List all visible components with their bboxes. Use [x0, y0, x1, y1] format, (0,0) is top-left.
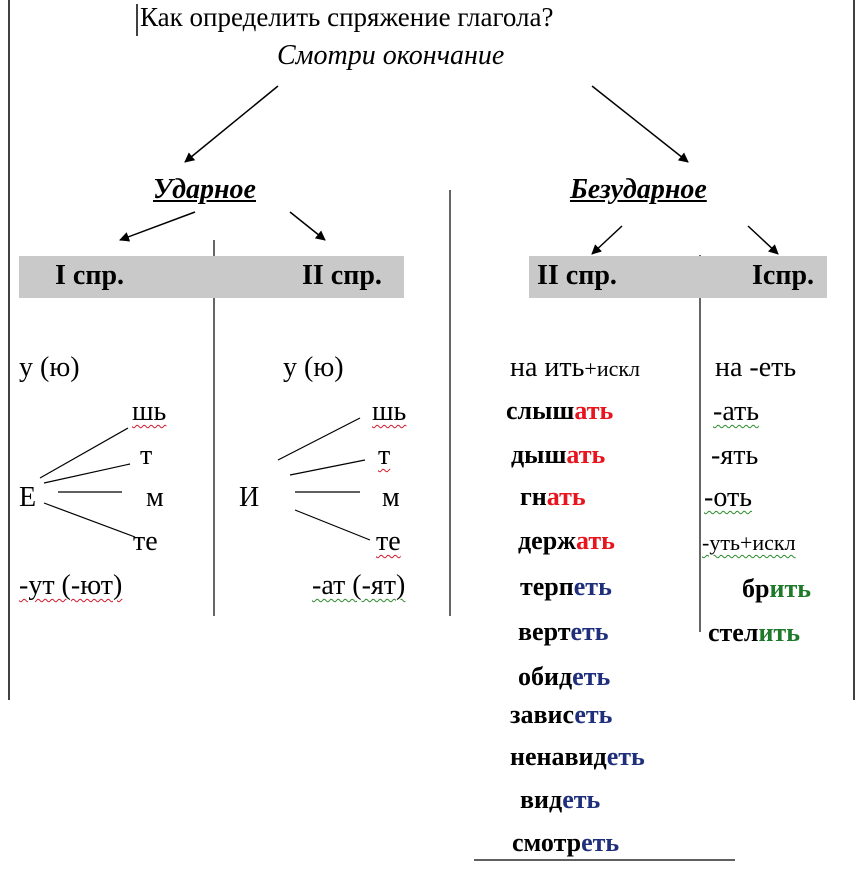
unstressed-ii-word-7	[518, 662, 610, 692]
word-ending: еть	[562, 785, 601, 814]
stressed-ii-letter: И	[239, 482, 260, 513]
stressed-i-ending-4: те	[133, 526, 158, 557]
stressed-ii-ending-2: т	[378, 440, 391, 471]
unstressed-ii-word-1	[506, 396, 613, 426]
word-stem: верт	[518, 617, 571, 646]
word-ending: ать	[574, 396, 614, 425]
stressed-label: Ударное	[153, 174, 256, 205]
unstressed-ii-rule: на ить+искл	[510, 352, 641, 383]
word-stem: завис	[510, 700, 575, 729]
stressed-i-ending-2: т	[140, 440, 153, 471]
word-ending: ать	[566, 440, 606, 469]
unstressed-ii-word-8	[510, 700, 612, 730]
stressed-i-ending-3: м	[146, 482, 164, 513]
word-ending: еть	[573, 572, 612, 601]
unstressed-ii-word-5	[520, 572, 612, 602]
unstressed-i-item-4: -оть	[704, 482, 752, 513]
unstressed-i-word-1: брить	[742, 574, 811, 603]
stressed-ii-header: II спр.	[302, 260, 382, 291]
word-stem: гн	[520, 482, 547, 511]
arrow-to-unstressed	[592, 86, 688, 162]
unstressed-ii-word-10	[520, 785, 600, 815]
stressed-i-plural: -ут (-ют)	[19, 570, 123, 601]
page-title: Как определить спряжение глагола?	[140, 2, 554, 32]
unstressed-i-item-5: -уть+искл	[702, 530, 796, 555]
unstressed-i-header: Iспр.	[752, 260, 815, 291]
unstressed-i-item-3: -ять	[711, 440, 759, 471]
stressed-ii-ending-3: м	[382, 482, 400, 513]
stressed-i-letter: Е	[19, 482, 37, 513]
unstressed-ii-word-11	[512, 828, 619, 858]
unstressed-ii-word-3	[520, 482, 586, 512]
word-stem: держ	[518, 526, 577, 555]
word-stem: обид	[518, 662, 573, 691]
word-ending: еть	[572, 662, 611, 691]
word-stem: терп	[520, 572, 574, 601]
stressed-ii-plural: -ат (-ят)	[312, 570, 406, 601]
word-ending: еть	[581, 828, 620, 857]
stressed-i-yu: у (ю)	[19, 352, 80, 383]
unstressed-ii-word-9	[510, 742, 645, 772]
word-ending: ать	[546, 482, 586, 511]
stressed-ii-ending-4: те	[376, 526, 401, 557]
word-stem: вид	[520, 785, 563, 814]
word-stem: ненавид	[510, 742, 607, 771]
stressed-ii-ending-1: шь	[372, 396, 407, 427]
unstressed-i-item-1: на -еть	[715, 352, 797, 383]
stressed-i-header: I спр.	[55, 260, 125, 291]
unstressed-i-word-2: стелить	[708, 618, 800, 647]
page-subtitle: Смотри окончание	[277, 40, 505, 71]
unstressed-i-item-2: -ать	[713, 396, 760, 427]
arrow-unstressed-ii	[592, 226, 622, 254]
unstressed-ii-word-6	[518, 617, 609, 647]
unstressed-label: Безударное	[570, 174, 707, 205]
word-ending: еть	[606, 742, 645, 771]
word-ending: ать	[576, 526, 615, 555]
unstressed-ii-word-2	[511, 440, 605, 470]
arrow-to-stressed	[185, 86, 278, 162]
word-stem: дыш	[511, 440, 567, 469]
unstressed-ii-header: II спр.	[537, 260, 617, 291]
word-stem: слыш	[506, 396, 575, 425]
arrow-stressed-ii	[290, 212, 325, 240]
word-ending: еть	[570, 617, 609, 646]
stressed-i-ending-1: шь	[132, 396, 167, 427]
arrow-stressed-i	[120, 212, 195, 240]
word-stem: смотр	[512, 828, 582, 857]
unstressed-ii-word-4	[518, 526, 615, 556]
arrow-unstressed-i	[748, 226, 778, 254]
word-ending: еть	[574, 700, 613, 729]
stressed-ii-yu: у (ю)	[283, 352, 344, 383]
